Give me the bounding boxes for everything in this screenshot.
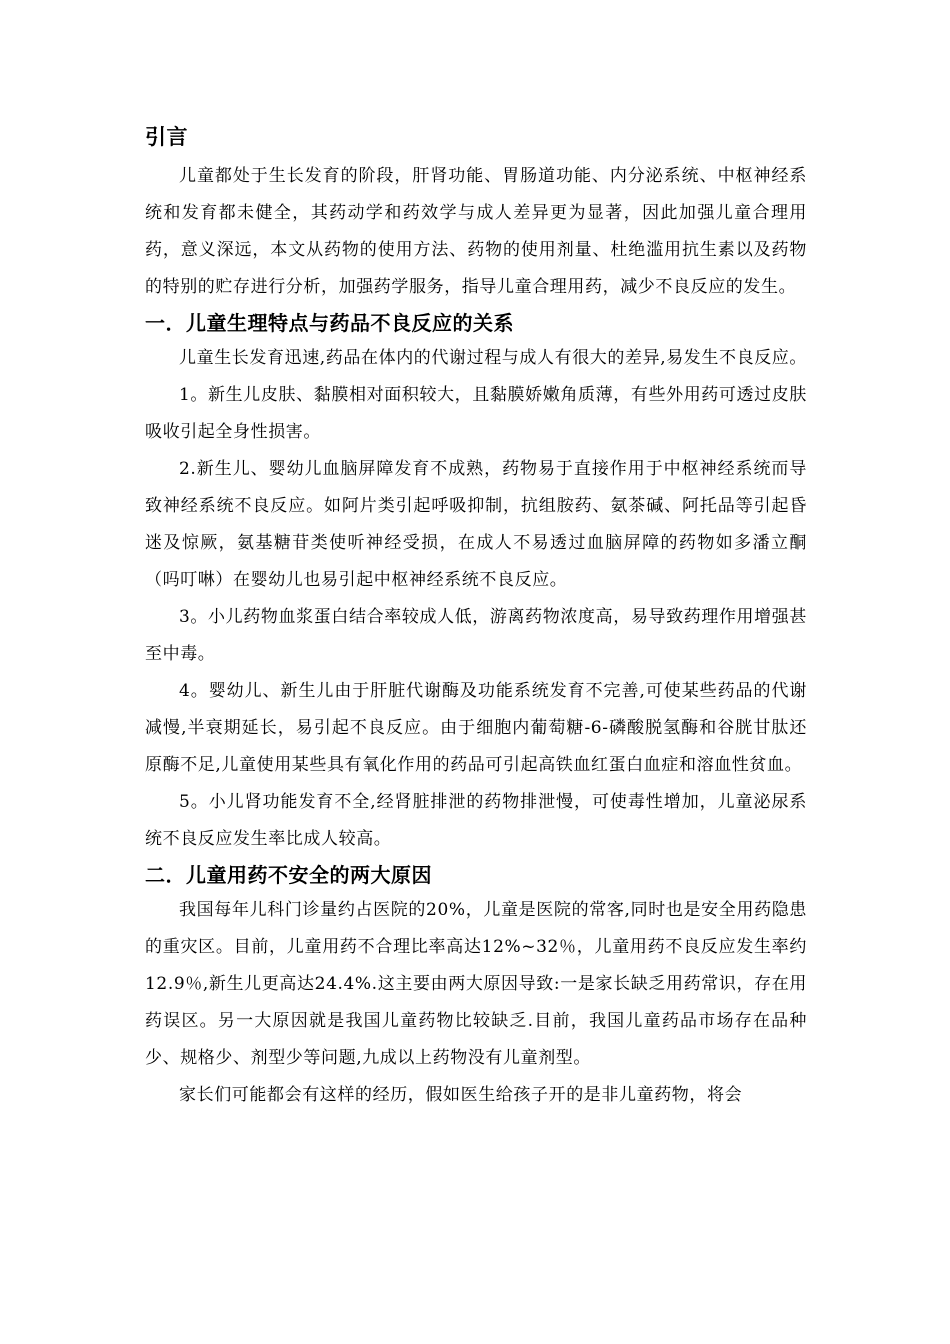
intro-paragraph: 儿童都处于生长发育的阶段，肝肾功能、胃肠道功能、内分泌系统、中枢神经系统和发育都未健全，其药动学和药效学与成人差异更为显著，因此加强儿童合理用药，意义深远，本文从药物的使用方法、药物的使用剂量、杜绝滥用抗生素以及药物的特别的贮存进行分析，加强药学服务，指导儿童合理用药，减少不良反应的发生。 [145,166,807,297]
section-heading-intro: 引言 [145,125,188,149]
section-1-paragraph: 3。小儿药物血浆蛋白结合率较成人低，游离药物浓度高，易导致药理作用增强甚至中毒。 [145,607,807,664]
section-1-paragraph: 1。新生儿皮肤、黏膜相对面积较大，且黏膜娇嫩角质薄，有些外用药可透过皮肤吸收引起全身性损害。 [145,385,807,442]
section-heading-1: 一．儿童生理特点与药品不良反应的关系 [145,311,514,335]
section-1-paragraph: 5。小儿肾功能发育不全,经肾脏排泄的药物排泄慢，可使毒性增加，儿童泌尿系统不良反应发生率比成人较高。 [145,792,807,849]
section-1-paragraph: 4。婴幼儿、新生儿由于肝脏代谢酶及功能系统发育不完善,可使某些药品的代谢减慢,半衰期延长，易引起不良反应。由于细胞内葡萄糖-6-磷酸脱氢酶和谷胱甘肽还原酶不足,儿童使用某些具有氧化作用的药品可引起高铁血红蛋白血症和溶血性贫血。 [145,681,807,775]
section-1-paragraph: 2.新生儿、婴幼儿血脑屏障发育不成熟，药物易于直接作用于中枢神经系统而导致神经系统不良反应。如阿片类引起呼吸抑制，抗组胺药、氨茶碱、阿托品等引起昏迷及惊厥，氨基糖苷类使听神经受损，在成人不易透过血脑屏障的药物如多潘立酮（吗叮啉）在婴幼儿也易引起中枢神经系统不良反应。 [145,459,807,590]
section-1-paragraph: 儿童生长发育迅速,药品在体内的代谢过程与成人有很大的差异,易发生不良反应。 [179,348,808,368]
section-2-paragraph: 家长们可能都会有这样的经历，假如医生给孩子开的是非儿童药物，将会 [179,1085,743,1105]
section-heading-2: 二．儿童用药不安全的两大原因 [145,863,432,887]
document-page [145,118,807,1114]
section-2-paragraph: 我国每年儿科门诊量约占医院的20%，儿童是医院的常客,同时也是安全用药隐患的重灾区。目前，儿童用药不合理比率高达12%~32％，儿童用药不良反应发生率约12.9％,新生儿更高达24.4%.这主要由两大原因导致:一是家长缺乏用药常识，存在用药误区。另一大原因就是我国儿童药物比较缺乏.目前，我国儿童药品市场存在品种少、规格少、剂型少等问题,九成以上药物没有儿童剂型。 [145,900,807,1068]
